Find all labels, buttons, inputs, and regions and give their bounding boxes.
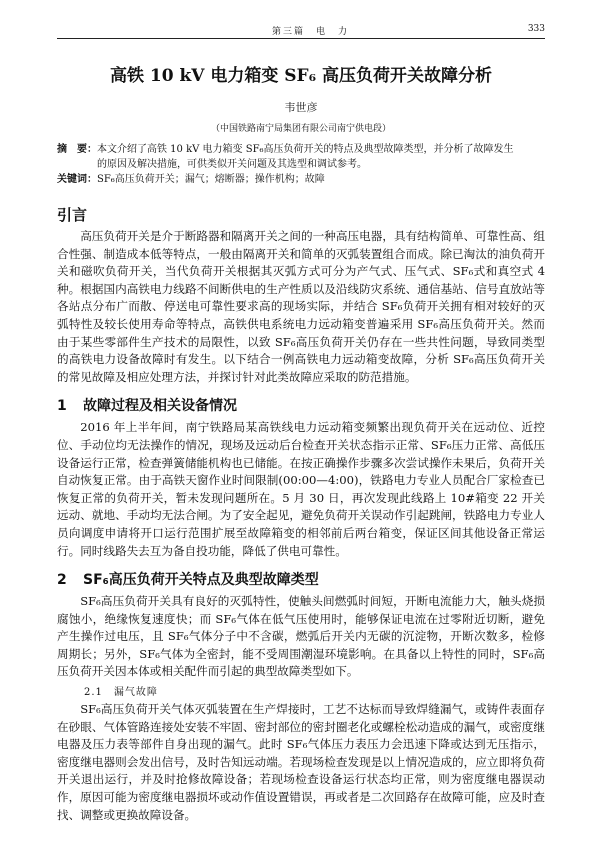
affiliation: （中国铁路南宁局集团有限公司南宁供电段） bbox=[210, 124, 391, 134]
heading-number: 1 bbox=[57, 398, 67, 415]
subsection-heading bbox=[84, 685, 545, 701]
heading-text: 故障过程及相关设备情况 bbox=[83, 398, 237, 415]
abstract-label: 摘 要： bbox=[57, 144, 97, 155]
section-heading-1 bbox=[57, 396, 545, 416]
heading-text: SF₆高压负荷开关特点及典型故障类型 bbox=[83, 572, 319, 589]
abstract-text: 本文介绍了高铁 10 kV 电力箱变 SF₆高压负荷开关的特点及典型故障类型，并分析了故障发生的原因及解决措施，可供类似开关问题及其选型和调试参考。 bbox=[97, 144, 514, 170]
keywords-label: 关键词： bbox=[57, 174, 97, 185]
intro-paragraph: 高压负荷开关是介于断路器和隔离开关之间的一种高压电器，具有结构简单、可靠性高、组合性强、制造成本低等特点，一般由隔离开关和简单的灭弧装置组合而成。除已淘汰的油负荷开关和磁吹负荷开关，当代负荷开关根据其灭弧方式可分为产气式、压气式、SF₆式和真空式 4 种。根据国内高铁电力线路不间断供电的生产性质以及沿线防灾系统、通信基站、信号直放站等各站点分布广而散、停送电可靠性要求高的现场实际，并结合 SF₆负荷开关拥有相对较好的灭弧特性及较长使用寿命等特点，高铁供电系统电力远动箱变普遍采用 SF₆高压负荷开关。然而由于某些零部件生产技术的局限性，以致 SF₆高压负荷开关仍存在一些共性问题，导致同类型的高铁电力设备故障时有发生。以下结合一例高铁电力远动箱变故障，分析 SF₆高压负荷开关的常见故障及相应处理方法，并探讨针对此类故障应采取的防范措施。 bbox=[57, 229, 545, 384]
abstract bbox=[57, 142, 517, 187]
section-1-paragraph: 2016 年上半年间，南宁铁路局某高铁线电力远动箱变频繁出现负荷开关在远动位、近控位、手动位均无法操作的情况，现场及远动后台检查开关状态指示正常、SF₆压力正常、高低压设备运行正常，检查弹簧储能机构也已储能。在按正确操作步骤多次尝试操作未果后，负荷开关自动恢复正常。由于高铁天窗作业时间限制(00:00—4:00)，铁路电力专业人员配合厂家检查已恢复正常的负荷开关，暂未发现问题所在。5 月 30 日，再次发现此线路上 10#箱变 22 开关远动、就地、手动均无法合闸。为了安全起见，避免负荷开关误动作引起跳闸，铁路电力专业人员向调度申请将开口运行范围扩展至故障箱变的相邻前后两台箱变，保证区间其他设备正常运行。同时线路失去互为备自投功能，降低了供电可靠性。 bbox=[57, 420, 545, 558]
subsection-title: 漏气故障 bbox=[113, 687, 158, 699]
section-heading-2 bbox=[57, 570, 545, 590]
subsection-paragraph: SF₆高压负荷开关气体灭弧装置在生产焊接时，工艺不达标而导致焊缝漏气，或铸件表面存在砂眼、气体管路连接处安装不牢固、密封部位的密封圈老化或螺栓松动造成的漏气，或密度继电器及压力表等部件自身出现的漏气。此时 SF₆气体压力表压力会迅速下降或达到无压指示，密度继电器则会发出信号，及时告知远动端。若现场检查发现是以上情况造成的，应立即将负荷开关退出运行，并及时抢修故障设备；若现场检查设备运行状态均正常，则为密度继电器误动作，原因可能为密度继电器损坏或动作值设置错误，再或者是二次回路存在故障可能，应及时查找、调整或更换故障设备。 bbox=[57, 702, 545, 822]
header-section: 第三篇 电 力 bbox=[272, 27, 350, 37]
page-number: 333 bbox=[527, 24, 545, 34]
subsection-number: 2.1 bbox=[84, 687, 103, 699]
paper-title: 高铁 10 kV 电力箱变 SF₆ 高压负荷开关故障分析 bbox=[109, 66, 492, 86]
heading-text: 引言 bbox=[57, 206, 88, 224]
heading-number: 2 bbox=[57, 572, 67, 589]
running-header bbox=[57, 22, 545, 38]
author: 韦世彦 bbox=[284, 101, 318, 114]
header-rule bbox=[57, 38, 545, 39]
keywords: SF₆高压负荷开关；漏气；熔断器；操作机构；故障 bbox=[97, 174, 325, 185]
section-heading-intro bbox=[57, 205, 545, 225]
section-2-paragraph: SF₆高压负荷开关具有良好的灭弧特性，使触头间燃弧时间短，开断电流能力大，触头烧损腐蚀小，绝缘恢复速度快；而 SF₆气体在低气压使用时，能够保证电流在过零附近切断，避免产生操作过电压，且 SF₆气体分子中不含碳，燃弧后开关内无碳的沉淀物，开断次数多，检修周期长；另外，SF₆气体为全密封，能不受周围潮湿环境影响。在具备以上特性的同时，SF₆高压负荷开关因本体或相关配件而引起的典型故障类型如下。 bbox=[57, 594, 545, 679]
